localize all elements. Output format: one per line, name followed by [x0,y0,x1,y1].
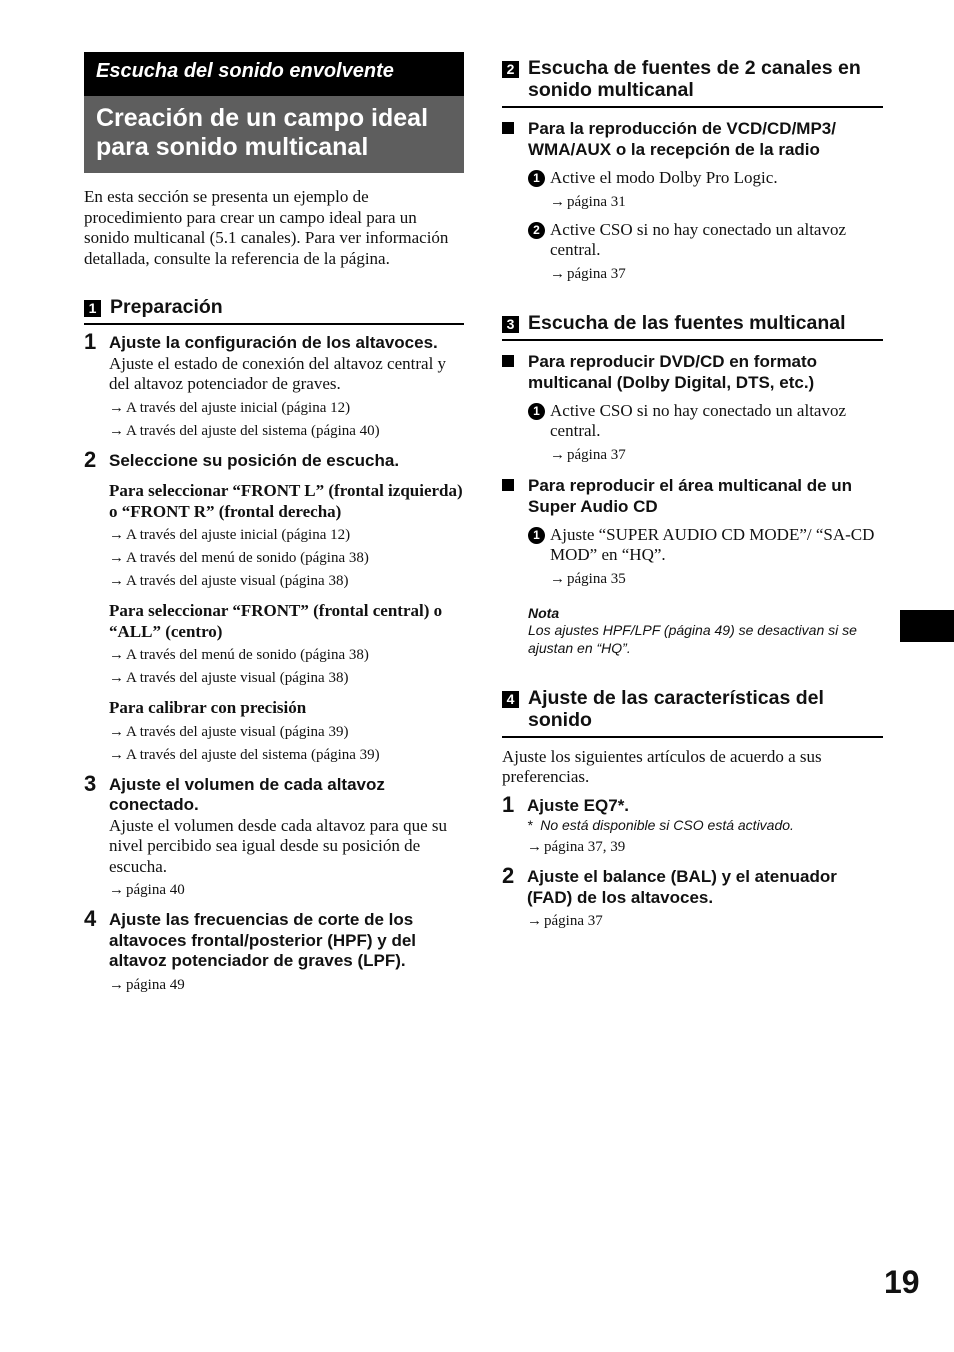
step-2 [84,446,464,765]
page-reference: → página 35 [550,569,883,589]
square-bullet-icon [502,355,514,367]
page-reference: → A través del ajuste visual (página 38) [109,668,464,688]
intro-paragraph: En esta sección se presenta un ejemplo de procedimiento para crear un campo ideal para un sonido multicanal (5.1 canales). Para ver información detallada, consulte la referencia de la página. [84,187,449,268]
step-1 [84,329,464,441]
step-number: 4 [84,906,97,931]
square-bullet-icon [502,479,514,491]
page-reference: → página 49 [109,975,464,995]
numbered-item [528,525,883,589]
item-text: Active el modo Dolby Pro Logic. [550,168,778,187]
circled-number-icon: 1 [528,527,545,544]
sub-heading: Para seleccionar “FRONT L” (frontal izquierda) o “FRONT R” (frontal derecha) [109,481,463,521]
section-fuentes-2-canales [502,57,883,284]
page-reference: → página 37 [550,264,883,284]
note-label: Nota [528,604,560,621]
sub-section [502,118,883,160]
category-banner [84,52,464,96]
footnote-text: No está disponible si CSO está activado. [540,817,794,833]
numbered-item [528,401,883,465]
step-title: Ajuste EQ7*. [527,795,630,815]
numbered-item [528,168,883,212]
title-banner [84,96,464,173]
square-bullet-icon [502,122,514,134]
step-title: Ajuste la configuración de los altavoces. [109,333,438,352]
section-title: Escucha de fuentes de 2 canales en sonido multicanal [528,57,861,101]
sub-section-title: Para reproducir DVD/CD en formato multicanal (Dolby Digital, DTS, etc.) [528,351,818,392]
asterisk-mark: * [527,817,541,833]
page-reference: → A través del ajuste inicial (página 12) [109,525,464,545]
sub-heading: Para calibrar con precisión [109,698,307,717]
section-header [502,312,883,341]
circled-number-icon: 1 [528,403,545,420]
sub-section-title: Para la reproducción de VCD/CD/MP3/ WMA/AUX o la recepción de la radio [528,119,836,159]
circled-number-icon: 1 [528,170,545,187]
step-3 [84,770,464,901]
section-number-badge: 1 [84,300,101,317]
step-title: Ajuste el balance (BAL) y el atenuador (FAD) de los altavoces. [527,867,837,907]
note-text: Los ajustes HPF/LPF (página 49) se desactivan si se ajustan en “HQ”. [528,621,857,656]
section-number-badge: 4 [502,691,519,708]
page-reference: → página 37 [550,445,883,465]
sub-section-title: Para reproducir el área multicanal de un Super Audio CD [528,475,853,516]
page-reference: → A través del menú de sonido (página 38) [109,645,464,665]
step-number: 2 [502,863,515,888]
step-body: Ajuste el estado de conexión del altavoz central y del altavoz potenciador de graves. [109,353,447,393]
section-title: Ajuste de las características del sonido [528,686,824,731]
section-header [502,57,883,108]
page-reference: → A través del ajuste visual (página 38) [109,571,464,591]
step-number: 1 [84,329,97,354]
step-number: 2 [84,446,97,472]
step-title: Ajuste las frecuencias de corte de los altavoces frontal/posterior (HPF) y del altavoz potenciador de graves (LPF). [109,910,417,970]
page-reference: → página 40 [109,880,464,900]
item-text: Active CSO si no hay conectado un altavoz central. [550,400,847,440]
step-number: 1 [502,791,515,817]
section-header [502,687,883,738]
page-reference: → página 37, 39 [527,837,883,857]
circled-number-icon: 2 [528,222,545,239]
page-reference: → página 37 [527,911,883,931]
step-title: Ajuste el volumen de cada altavoz conectado. [109,774,385,814]
section-number-badge: 2 [502,61,519,78]
left-column [84,52,464,995]
page-title-line1: Creación de un campo ideal [96,104,429,132]
footnote [527,816,883,834]
step-2 [502,863,883,931]
step-1 [502,791,883,858]
item-text: Ajuste “SUPER AUDIO CD MODE”/ “SA-CD MOD” en “HQ”. [550,524,875,564]
numbered-item [528,220,883,284]
right-column [502,52,883,931]
page-number: 19 [884,1264,920,1300]
page-reference: → página 31 [550,192,883,212]
sub-section [502,351,883,393]
section-fuentes-multicanal [502,312,883,657]
section-header [84,296,464,325]
section-caracteristicas-sonido [502,687,883,932]
page-reference: → A través del ajuste del sistema (página 39) [109,745,464,765]
page-title-line2: para sonido multicanal [96,133,369,161]
step-number: 3 [84,770,97,796]
page-reference: → A través del ajuste inicial (página 12) [109,398,464,418]
category-label: Escucha del sonido envolvente [96,60,394,82]
page-reference: → A través del menú de sonido (página 38) [109,548,464,568]
section-preparacion [84,296,464,995]
sub-heading: Para seleccionar “FRONT” (frontal central) o “ALL” (centro) [109,601,443,641]
page-reference: → A través del ajuste visual (página 39) [109,722,464,742]
step-4 [84,906,464,995]
section-number-badge: 3 [502,316,519,333]
page-reference: → A través del ajuste del sistema (página 40) [109,421,464,441]
section-title: Escucha de las fuentes multicanal [528,311,846,334]
item-text: Active CSO si no hay conectado un altavoz central. [550,219,847,259]
section-intro: Ajuste los siguientes artículos de acuerdo a sus preferencias. [502,746,822,786]
sub-section [502,475,883,517]
section-title: Preparación [110,296,223,318]
step-title: Seleccione su posición de escucha. [109,450,400,470]
step-body: Ajuste el volumen desde cada altavoz para que su nivel percibido sea igual desde su posición de escucha. [109,815,447,876]
chapter-thumb-tab [900,610,954,642]
